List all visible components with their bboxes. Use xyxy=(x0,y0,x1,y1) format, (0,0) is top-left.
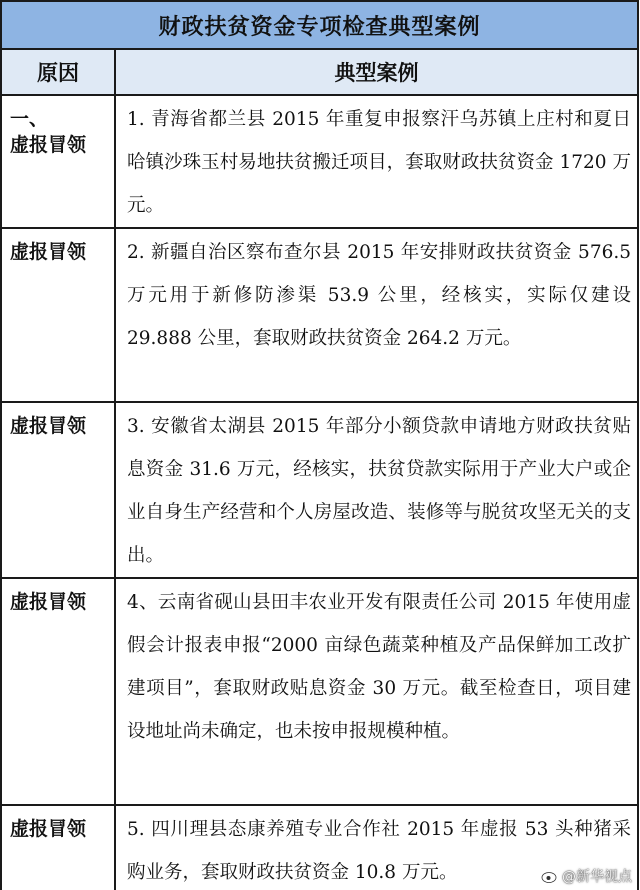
case-text: 5. 四川理县态康养殖专业合作社 2015 年虚报 53 头种猪采购业务，套取财政扶贫资金 10.8 万元。 xyxy=(115,805,638,890)
case-text: 1. 青海省都兰县 2015 年重复申报察汗乌苏镇上庄村和夏日哈镇沙珠玉村易地扶贫搬迁项目，套取财政扶贫资金 1720 万元。 xyxy=(115,95,638,228)
header-reason: 原因 xyxy=(1,49,115,95)
watermark-text: @新华视点 xyxy=(562,869,632,885)
reason-cell xyxy=(1,228,115,402)
table-row xyxy=(1,578,638,805)
weibo-icon xyxy=(541,869,559,883)
table-row xyxy=(1,95,638,228)
table-title: 财政扶贫资金专项检查典型案例 xyxy=(1,1,638,49)
table-row xyxy=(1,402,638,578)
watermark xyxy=(541,866,632,886)
title-row xyxy=(1,1,638,49)
table-row xyxy=(1,228,638,402)
case-text: 3. 安徽省太湖县 2015 年部分小额贷款申请地方财政扶贫贴息资金 31.6 万元，经核实，扶贫贷款实际用于产业大户或企业自身生产经营和个人房屋改造、装修等与脱贫攻坚无关的支出。 xyxy=(115,402,638,578)
reason-cell xyxy=(1,805,115,890)
case-text: 4、云南省砚山县田丰农业开发有限责任公司 2015 年使用虚假会计报表申报“2000 亩绿色蔬菜种植及产品保鲜加工改扩建项目”，套取财政贴息资金 30 万元。截至检查日，项目建设地址尚未确定，也未按申报规模种植。 xyxy=(115,578,638,805)
reason-text: 虚报冒领 xyxy=(10,818,87,840)
header-row xyxy=(1,49,638,95)
reason-text: 虚报冒领 xyxy=(10,591,87,613)
header-case: 典型案例 xyxy=(115,49,638,95)
case-text: 2. 新疆自治区察布查尔县 2015 年安排财政扶贫资金 576.5 万元用于新修防渗渠 53.9 公里，经核实，实际仅建设 29.888 公里，套取财政扶贫资金 264.2 万元。 xyxy=(115,228,638,402)
reason-text: 虚报冒领 xyxy=(10,134,87,156)
reason-cell xyxy=(1,95,115,228)
reason-text: 虚报冒领 xyxy=(10,241,87,263)
reason-text: 虚报冒领 xyxy=(10,415,87,437)
reason-cell xyxy=(1,402,115,578)
reason-cell xyxy=(1,578,115,805)
reason-text: 一、 xyxy=(10,108,49,130)
